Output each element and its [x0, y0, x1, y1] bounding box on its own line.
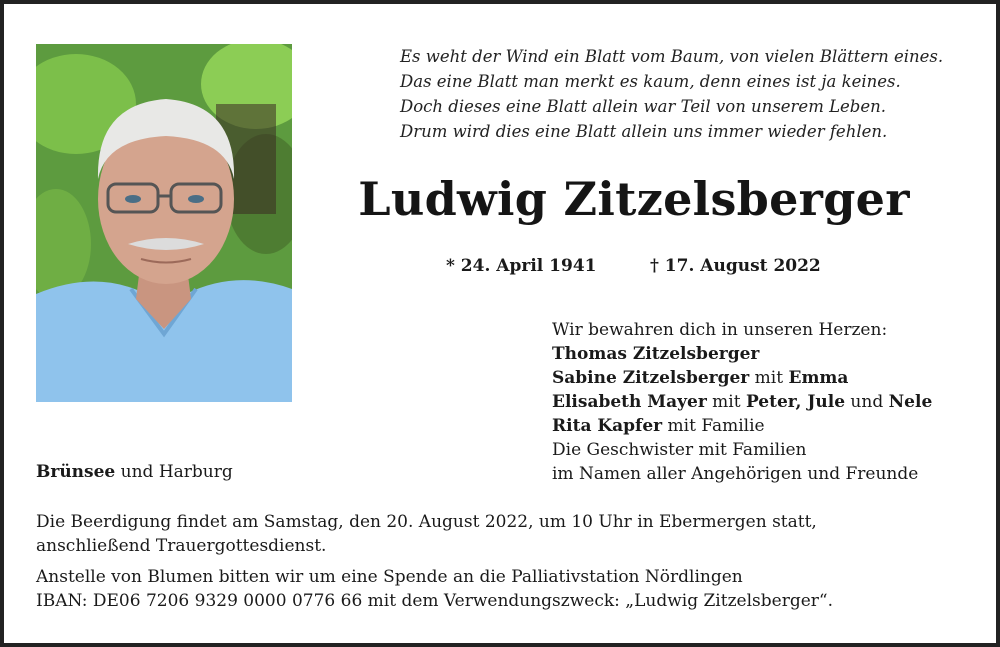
poem — [400, 44, 980, 144]
donation-iban-line: IBAN: DE06 7206 9329 0000 0776 66 mit dem Verwendungszweck: „Ludwig Zitzelsberger“. — [36, 591, 833, 611]
poem-line: Doch dieses eine Blatt allein war Teil von unserem Leben. — [400, 97, 887, 116]
donation-notice — [36, 565, 966, 613]
mourner-name: Elisabeth Mayer — [552, 392, 707, 412]
portrait-illustration — [36, 44, 292, 402]
mourners-list — [552, 318, 932, 486]
mourner-relative: Nele — [888, 392, 933, 412]
mourner-line — [552, 342, 932, 366]
mourner-connector: und — [845, 392, 889, 412]
mourner-suffix: mit Familie — [662, 416, 765, 436]
mourner-relative: Peter, Jule — [745, 392, 846, 412]
death-date: † 17. August 2022 — [650, 256, 821, 276]
mourner-name: Rita Kapfer — [552, 416, 663, 436]
place-town: Brünsee — [36, 462, 116, 482]
birth-date: * 24. April 1941 — [446, 256, 597, 276]
funeral-line: Die Beerdigung findet am Samstag, den 20. August 2022, um 10 Uhr in Ebermergen statt, — [36, 512, 817, 532]
portrait-photo — [36, 44, 292, 402]
place-line — [36, 460, 233, 484]
mourner-connector: mit — [749, 368, 789, 388]
funeral-notice — [36, 510, 966, 558]
mourner-name: Thomas Zitzelsberger — [552, 344, 760, 364]
poem-line: Drum wird dies eine Blatt allein uns immer wieder fehlen. — [400, 122, 888, 141]
mourner-name: Sabine Zitzelsberger — [552, 368, 750, 388]
poem-line: Es weht der Wind ein Blatt vom Baum, von vielen Blättern eines. — [400, 47, 944, 66]
mourner-connector: mit — [706, 392, 746, 412]
mourner-line — [552, 366, 932, 390]
place-rest: und Harburg — [115, 462, 233, 482]
poem-line: Das eine Blatt man merkt es kaum, denn eines ist ja keines. — [400, 72, 901, 91]
funeral-line: anschließend Trauergottesdienst. — [36, 536, 327, 556]
donation-line: Anstelle von Blumen bitten wir um eine Spende an die Palliativstation Nördlingen — [36, 567, 743, 587]
mourners-intro: Wir bewahren dich in unseren Herzen: — [552, 320, 888, 340]
mourner-line: Die Geschwister mit Familien — [552, 440, 807, 460]
mourner-line — [552, 414, 932, 438]
mourner-line — [552, 390, 932, 414]
deceased-name: Ludwig Zitzelsberger — [358, 172, 910, 226]
mourner-line: im Namen aller Angehörigen und Freunde — [552, 464, 919, 484]
mourner-relative: Emma — [788, 368, 849, 388]
